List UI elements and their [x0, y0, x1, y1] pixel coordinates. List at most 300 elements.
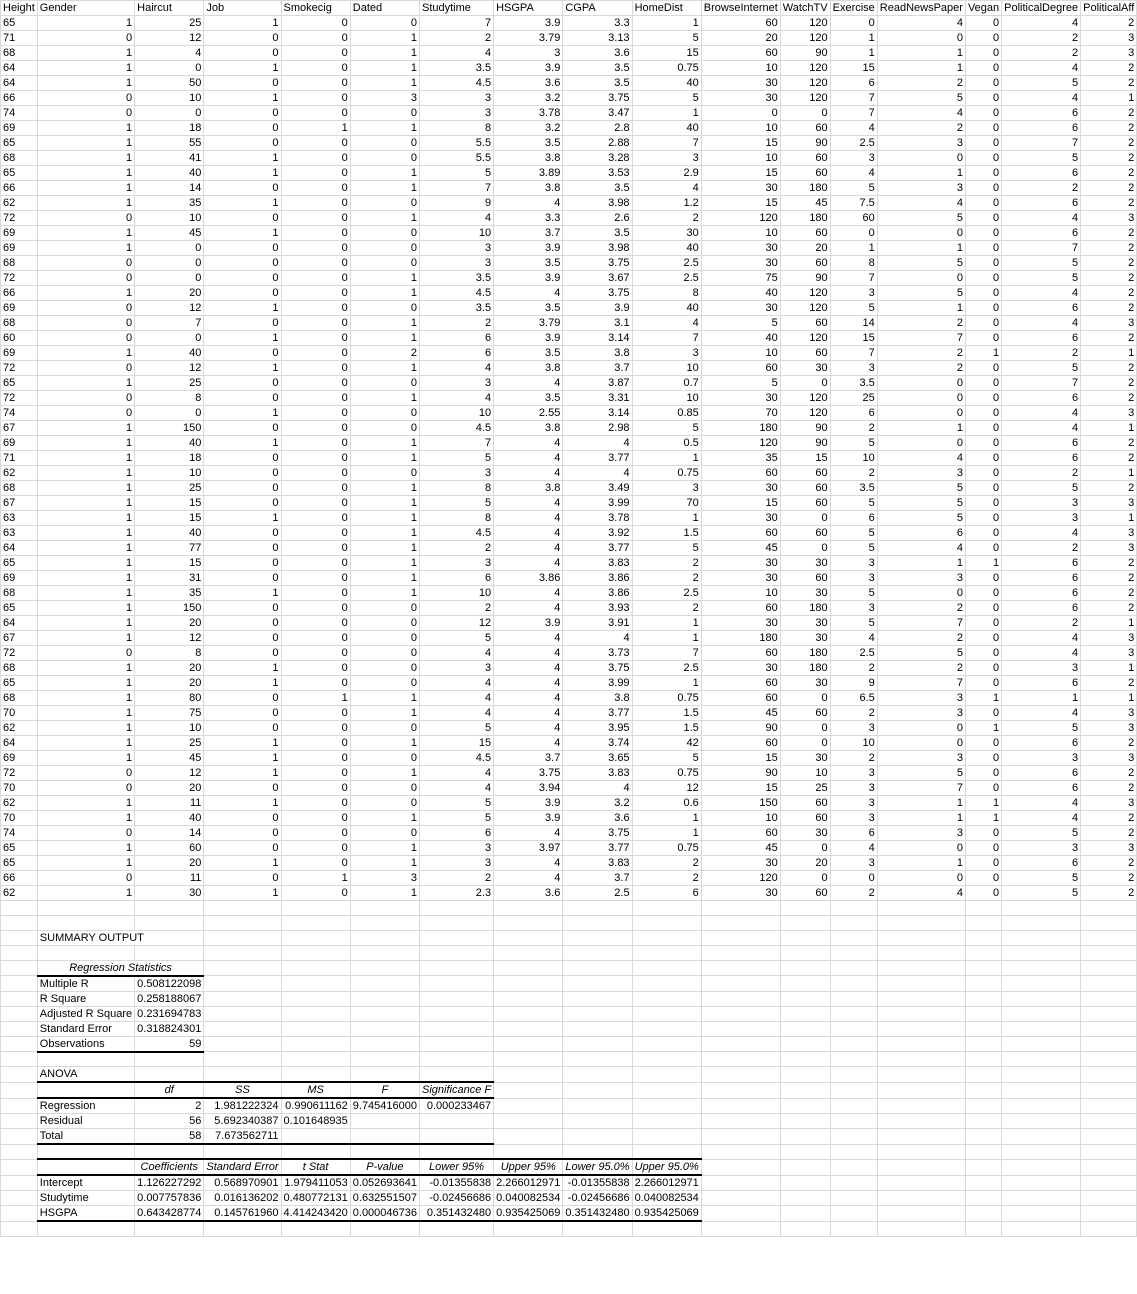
cell[interactable]: 3.3	[494, 211, 563, 226]
cell[interactable]: 75	[135, 706, 204, 721]
cell[interactable]: 0.632551507	[350, 1191, 419, 1206]
cell[interactable]: 0	[204, 136, 281, 151]
cell[interactable]	[1, 960, 38, 976]
cell[interactable]: 10	[830, 451, 877, 466]
cell[interactable]: 7	[830, 271, 877, 286]
cell[interactable]: 1	[632, 826, 701, 841]
cell[interactable]: 69	[1, 301, 38, 316]
cell[interactable]: 2	[1081, 481, 1137, 496]
cell[interactable]	[350, 945, 419, 960]
cell[interactable]: Lower 95%	[420, 1159, 494, 1175]
cell[interactable]	[632, 1006, 701, 1021]
cell[interactable]: 4	[494, 721, 563, 736]
cell[interactable]: 2	[830, 886, 877, 901]
cell[interactable]: 5	[420, 796, 494, 811]
cell[interactable]: 180	[780, 661, 830, 676]
cell[interactable]: 3	[420, 661, 494, 676]
cell[interactable]: 0	[877, 586, 965, 601]
cell[interactable]: 2	[1081, 586, 1137, 601]
cell[interactable]	[1, 1067, 38, 1083]
cell[interactable]: 3.86	[563, 571, 632, 586]
cell[interactable]: 4	[494, 706, 563, 721]
cell[interactable]: 1	[204, 331, 281, 346]
cell[interactable]: 3	[1081, 406, 1137, 421]
cell[interactable]: 0	[965, 436, 1001, 451]
cell[interactable]: 20	[135, 661, 204, 676]
cell[interactable]: 3.89	[494, 166, 563, 181]
cell[interactable]: 4	[420, 766, 494, 781]
cell[interactable]: 30	[780, 361, 830, 376]
cell[interactable]: 10	[420, 586, 494, 601]
cell[interactable]	[877, 960, 965, 976]
cell[interactable]: 180	[780, 211, 830, 226]
cell[interactable]: 0	[281, 226, 350, 241]
cell[interactable]: 7	[1002, 241, 1081, 256]
cell[interactable]	[780, 960, 830, 976]
cell[interactable]: 0	[965, 106, 1001, 121]
cell[interactable]: 3	[877, 136, 965, 151]
cell[interactable]: 30	[701, 856, 780, 871]
cell[interactable]	[701, 1098, 780, 1114]
cell[interactable]: 3.5	[494, 256, 563, 271]
cell[interactable]: 69	[1, 571, 38, 586]
cell[interactable]: 3	[830, 811, 877, 826]
cell[interactable]: 3	[1002, 661, 1081, 676]
cell[interactable]	[350, 1067, 419, 1083]
cell[interactable]: 3.75	[563, 826, 632, 841]
cell[interactable]: 71	[1, 31, 38, 46]
cell[interactable]: 0	[965, 61, 1001, 76]
cell[interactable]: 2	[830, 466, 877, 481]
cell[interactable]: 2.9	[632, 166, 701, 181]
cell[interactable]: 0	[281, 406, 350, 421]
cell[interactable]: 0	[965, 616, 1001, 631]
cell[interactable]: 1	[204, 196, 281, 211]
cell[interactable]: 3	[420, 376, 494, 391]
cell[interactable]	[1, 976, 38, 992]
cell[interactable]	[632, 1036, 701, 1052]
cell[interactable]: 0	[965, 46, 1001, 61]
cell[interactable]	[1081, 1206, 1137, 1222]
cell[interactable]	[1081, 915, 1137, 930]
cell[interactable]: 2	[1081, 601, 1137, 616]
cell[interactable]: 60	[701, 676, 780, 691]
cell[interactable]: 0	[281, 241, 350, 256]
cell[interactable]: 68	[1, 481, 38, 496]
cell[interactable]: 40	[632, 121, 701, 136]
cell[interactable]: 0	[877, 721, 965, 736]
cell[interactable]: 1	[281, 121, 350, 136]
cell[interactable]	[1002, 976, 1081, 992]
cell[interactable]: 0	[281, 556, 350, 571]
column-header[interactable]: Vegan	[965, 1, 1001, 16]
cell[interactable]	[701, 1191, 780, 1206]
cell[interactable]: 65	[1, 676, 38, 691]
cell[interactable]	[1002, 1206, 1081, 1222]
cell[interactable]: 30	[780, 556, 830, 571]
cell[interactable]	[37, 901, 134, 916]
cell[interactable]: 2	[1081, 256, 1137, 271]
cell[interactable]: 3.77	[563, 841, 632, 856]
cell[interactable]: 0	[281, 826, 350, 841]
cell[interactable]: 1	[632, 811, 701, 826]
cell[interactable]: 4	[420, 646, 494, 661]
cell[interactable]: 0	[281, 211, 350, 226]
cell[interactable]: 3	[420, 241, 494, 256]
cell[interactable]: 15	[701, 196, 780, 211]
cell[interactable]: 1	[350, 46, 419, 61]
cell[interactable]: 2	[1081, 811, 1137, 826]
cell[interactable]	[632, 945, 701, 960]
cell[interactable]	[965, 1021, 1001, 1036]
cell[interactable]: 4.5	[420, 751, 494, 766]
cell[interactable]: 18	[135, 121, 204, 136]
cell[interactable]: 20	[135, 676, 204, 691]
cell[interactable]	[632, 915, 701, 930]
cell[interactable]: 20	[780, 856, 830, 871]
cell[interactable]: 3.75	[563, 256, 632, 271]
cell[interactable]: 7	[632, 331, 701, 346]
cell[interactable]: 0	[965, 271, 1001, 286]
cell[interactable]: 2	[877, 631, 965, 646]
cell[interactable]	[701, 1175, 780, 1191]
column-header[interactable]: Gender	[37, 1, 134, 16]
cell[interactable]: Intercept	[37, 1175, 134, 1191]
cell[interactable]: 8	[135, 391, 204, 406]
cell[interactable]: 0	[281, 301, 350, 316]
cell[interactable]: 4	[494, 286, 563, 301]
column-header[interactable]: Exercise	[830, 1, 877, 16]
cell[interactable]: 5	[632, 91, 701, 106]
cell[interactable]: 12	[632, 781, 701, 796]
cell[interactable]: 2	[1081, 676, 1137, 691]
cell[interactable]	[701, 1144, 780, 1159]
cell[interactable]: 30	[780, 676, 830, 691]
cell[interactable]	[1, 1082, 38, 1098]
cell[interactable]	[350, 1129, 419, 1145]
cell[interactable]: 62	[1, 721, 38, 736]
cell[interactable]: Upper 95%	[494, 1159, 563, 1175]
cell[interactable]	[877, 945, 965, 960]
cell[interactable]	[563, 991, 632, 1006]
cell[interactable]: 4	[877, 106, 965, 121]
cell[interactable]: 0	[830, 871, 877, 886]
cell[interactable]: 2	[420, 601, 494, 616]
cell[interactable]: 2	[1081, 736, 1137, 751]
cell[interactable]: 1	[37, 451, 134, 466]
cell[interactable]: 4	[494, 601, 563, 616]
cell[interactable]	[204, 1036, 281, 1052]
cell[interactable]: 4	[830, 631, 877, 646]
cell[interactable]: 14	[135, 826, 204, 841]
cell[interactable]: 0	[281, 451, 350, 466]
cell[interactable]: 1	[37, 196, 134, 211]
cell[interactable]: 3.79	[494, 31, 563, 46]
cell[interactable]: 20	[135, 616, 204, 631]
cell[interactable]	[780, 945, 830, 960]
cell[interactable]: 0.145761960	[204, 1206, 281, 1222]
cell[interactable]: 1	[37, 76, 134, 91]
cell[interactable]: 2	[1002, 346, 1081, 361]
cell[interactable]: 3.9	[494, 616, 563, 631]
cell[interactable]: 1	[350, 481, 419, 496]
cell[interactable]	[830, 1082, 877, 1098]
cell[interactable]: 74	[1, 106, 38, 121]
cell[interactable]: 0	[965, 376, 1001, 391]
cell[interactable]: 3.67	[563, 271, 632, 286]
cell[interactable]	[877, 1098, 965, 1114]
cell[interactable]: 18	[135, 451, 204, 466]
cell[interactable]: 5	[830, 436, 877, 451]
cell[interactable]: MS	[281, 1082, 350, 1098]
cell[interactable]: 1	[350, 121, 419, 136]
cell[interactable]: 60	[701, 361, 780, 376]
cell[interactable]: 180	[780, 601, 830, 616]
cell[interactable]: 2	[420, 316, 494, 331]
cell[interactable]: 2	[632, 556, 701, 571]
cell[interactable]: 66	[1, 91, 38, 106]
cell[interactable]: 1	[830, 46, 877, 61]
cell[interactable]: Studytime	[37, 1191, 134, 1206]
cell[interactable]: 0	[965, 16, 1001, 31]
cell[interactable]	[204, 1221, 281, 1236]
cell[interactable]: 1	[350, 361, 419, 376]
cell[interactable]	[204, 930, 281, 945]
cell[interactable]: 2	[632, 601, 701, 616]
cell[interactable]: 2	[1081, 376, 1137, 391]
cell[interactable]: 2.5	[632, 661, 701, 676]
cell[interactable]: 0	[204, 781, 281, 796]
cell[interactable]: 0	[281, 76, 350, 91]
cell[interactable]	[632, 1221, 701, 1236]
cell[interactable]: 7	[420, 181, 494, 196]
cell[interactable]	[877, 1159, 965, 1175]
cell[interactable]	[281, 1006, 350, 1021]
cell[interactable]: 3.28	[563, 151, 632, 166]
cell[interactable]	[965, 1159, 1001, 1175]
cell[interactable]: 0	[204, 376, 281, 391]
cell[interactable]: 1	[37, 136, 134, 151]
cell[interactable]: 69	[1, 436, 38, 451]
cell[interactable]: 5	[701, 376, 780, 391]
cell[interactable]	[281, 915, 350, 930]
cell[interactable]: 0	[350, 796, 419, 811]
cell[interactable]: 4	[830, 121, 877, 136]
cell[interactable]: 0	[877, 226, 965, 241]
cell[interactable]: 9.745416000	[350, 1098, 419, 1114]
cell[interactable]: 5	[1002, 721, 1081, 736]
cell[interactable]: 0	[281, 466, 350, 481]
cell[interactable]: 6	[1002, 166, 1081, 181]
cell[interactable]	[701, 1206, 780, 1222]
cell[interactable]	[1, 1129, 38, 1145]
cell[interactable]: 1	[204, 436, 281, 451]
cell[interactable]: 0.75	[632, 691, 701, 706]
cell[interactable]: 1	[965, 556, 1001, 571]
cell[interactable]: 4	[1002, 16, 1081, 31]
cell[interactable]: 4	[830, 166, 877, 181]
cell[interactable]: P-value	[350, 1159, 419, 1175]
cell[interactable]: 0	[350, 676, 419, 691]
summary-output-title[interactable]: SUMMARY OUTPUT	[37, 930, 204, 945]
cell[interactable]	[1, 1006, 38, 1021]
cell[interactable]: 0	[965, 586, 1001, 601]
cell[interactable]	[204, 1067, 281, 1083]
cell[interactable]: 0	[350, 196, 419, 211]
cell[interactable]: 3	[830, 286, 877, 301]
column-header[interactable]: HSGPA	[494, 1, 563, 16]
cell[interactable]: 1	[204, 406, 281, 421]
cell[interactable]: 62	[1, 196, 38, 211]
cell[interactable]: 1	[204, 751, 281, 766]
cell[interactable]: 0	[281, 541, 350, 556]
cell[interactable]: 0	[965, 301, 1001, 316]
cell[interactable]: 7	[877, 676, 965, 691]
cell[interactable]	[37, 1221, 134, 1236]
cell[interactable]: 120	[780, 406, 830, 421]
cell[interactable]: 3.8	[494, 481, 563, 496]
cell[interactable]: 5	[420, 451, 494, 466]
cell[interactable]: 0	[135, 61, 204, 76]
cell[interactable]: 0	[281, 481, 350, 496]
cell[interactable]: 2.5	[632, 256, 701, 271]
cell[interactable]: 1	[1081, 91, 1137, 106]
cell[interactable]: 1	[350, 61, 419, 76]
cell[interactable]: 3.14	[563, 331, 632, 346]
cell[interactable]	[563, 1082, 632, 1098]
cell[interactable]	[1, 1144, 38, 1159]
cell[interactable]: 2	[632, 856, 701, 871]
cell[interactable]: 0	[37, 826, 134, 841]
cell[interactable]: 5	[877, 211, 965, 226]
cell[interactable]	[1081, 1098, 1137, 1114]
cell[interactable]	[281, 1021, 350, 1036]
cell[interactable]: 180	[701, 421, 780, 436]
cell[interactable]: 1	[204, 676, 281, 691]
cell[interactable]	[1081, 1036, 1137, 1052]
cell[interactable]	[830, 915, 877, 930]
cell[interactable]: 3	[1081, 841, 1137, 856]
cell[interactable]: 1	[37, 286, 134, 301]
cell[interactable]: 2.55	[494, 406, 563, 421]
cell[interactable]: 4	[494, 691, 563, 706]
cell[interactable]	[965, 960, 1001, 976]
cell[interactable]: 70	[1, 781, 38, 796]
cell[interactable]	[877, 1206, 965, 1222]
cell[interactable]	[1081, 1114, 1137, 1129]
cell[interactable]: 5	[877, 91, 965, 106]
column-header[interactable]: WatchTV	[780, 1, 830, 16]
cell[interactable]: 3.99	[563, 676, 632, 691]
cell[interactable]: 6	[420, 331, 494, 346]
cell[interactable]: 5	[877, 256, 965, 271]
cell[interactable]: 65	[1, 856, 38, 871]
cell[interactable]	[1, 901, 38, 916]
cell[interactable]	[494, 930, 563, 945]
cell[interactable]: 1	[350, 856, 419, 871]
cell[interactable]: 1	[37, 676, 134, 691]
cell[interactable]: 1	[965, 721, 1001, 736]
cell[interactable]: 4	[494, 196, 563, 211]
cell[interactable]: 120	[780, 16, 830, 31]
cell[interactable]: 68	[1, 151, 38, 166]
cell[interactable]	[204, 991, 281, 1006]
cell[interactable]: 0	[350, 256, 419, 271]
cell[interactable]: 0	[877, 31, 965, 46]
cell[interactable]: 0	[965, 181, 1001, 196]
cell[interactable]: 4	[420, 211, 494, 226]
cell[interactable]: 3	[632, 151, 701, 166]
cell[interactable]	[135, 901, 204, 916]
cell[interactable]	[965, 901, 1001, 916]
cell[interactable]: 70	[632, 496, 701, 511]
cell[interactable]: t Stat	[281, 1159, 350, 1175]
cell[interactable]: 3	[1081, 721, 1137, 736]
cell[interactable]: 0	[877, 151, 965, 166]
cell[interactable]: 2.266012971	[494, 1175, 563, 1191]
cell[interactable]: 6	[1002, 301, 1081, 316]
cell[interactable]: 0	[281, 886, 350, 901]
cell[interactable]: 12	[135, 31, 204, 46]
cell[interactable]	[563, 1098, 632, 1114]
cell[interactable]: 0	[965, 166, 1001, 181]
cell[interactable]: 1	[1081, 421, 1137, 436]
cell[interactable]: 69	[1, 241, 38, 256]
cell[interactable]	[632, 1067, 701, 1083]
cell[interactable]	[281, 945, 350, 960]
cell[interactable]	[780, 1052, 830, 1067]
cell[interactable]	[1002, 915, 1081, 930]
cell[interactable]: 45	[701, 541, 780, 556]
cell[interactable]: 0.000046736	[350, 1206, 419, 1222]
cell[interactable]: 3.8	[494, 181, 563, 196]
cell[interactable]: 2	[1081, 16, 1137, 31]
cell[interactable]: 2	[1081, 766, 1137, 781]
cell[interactable]: 7	[830, 106, 877, 121]
cell[interactable]: 1.979411053	[281, 1175, 350, 1191]
cell[interactable]: 45	[780, 196, 830, 211]
cell[interactable]	[1, 1114, 38, 1129]
cell[interactable]	[1081, 960, 1137, 976]
cell[interactable]: 2	[1002, 31, 1081, 46]
cell[interactable]: 0	[281, 526, 350, 541]
cell[interactable]: 25	[135, 16, 204, 31]
cell[interactable]: 0	[281, 736, 350, 751]
cell[interactable]	[420, 1221, 494, 1236]
cell[interactable]: 0	[281, 721, 350, 736]
cell[interactable]: 3.8	[494, 151, 563, 166]
cell[interactable]: 3.65	[563, 751, 632, 766]
cell[interactable]: 0	[965, 226, 1001, 241]
cell[interactable]: 60	[701, 601, 780, 616]
cell[interactable]: 64	[1, 76, 38, 91]
cell[interactable]: 0	[37, 781, 134, 796]
cell[interactable]: 3	[420, 256, 494, 271]
cell[interactable]	[494, 1021, 563, 1036]
cell[interactable]: 2.266012971	[632, 1175, 701, 1191]
cell[interactable]: 1	[37, 661, 134, 676]
cell[interactable]	[632, 1021, 701, 1036]
cell[interactable]	[877, 1067, 965, 1083]
cell[interactable]: 1	[830, 31, 877, 46]
cell[interactable]: 60	[701, 466, 780, 481]
cell[interactable]: 3.7	[563, 871, 632, 886]
cell[interactable]	[780, 915, 830, 930]
cell[interactable]: 3.5	[494, 136, 563, 151]
cell[interactable]: 4	[420, 781, 494, 796]
cell[interactable]: R Square	[37, 991, 134, 1006]
cell[interactable]: 0	[281, 496, 350, 511]
